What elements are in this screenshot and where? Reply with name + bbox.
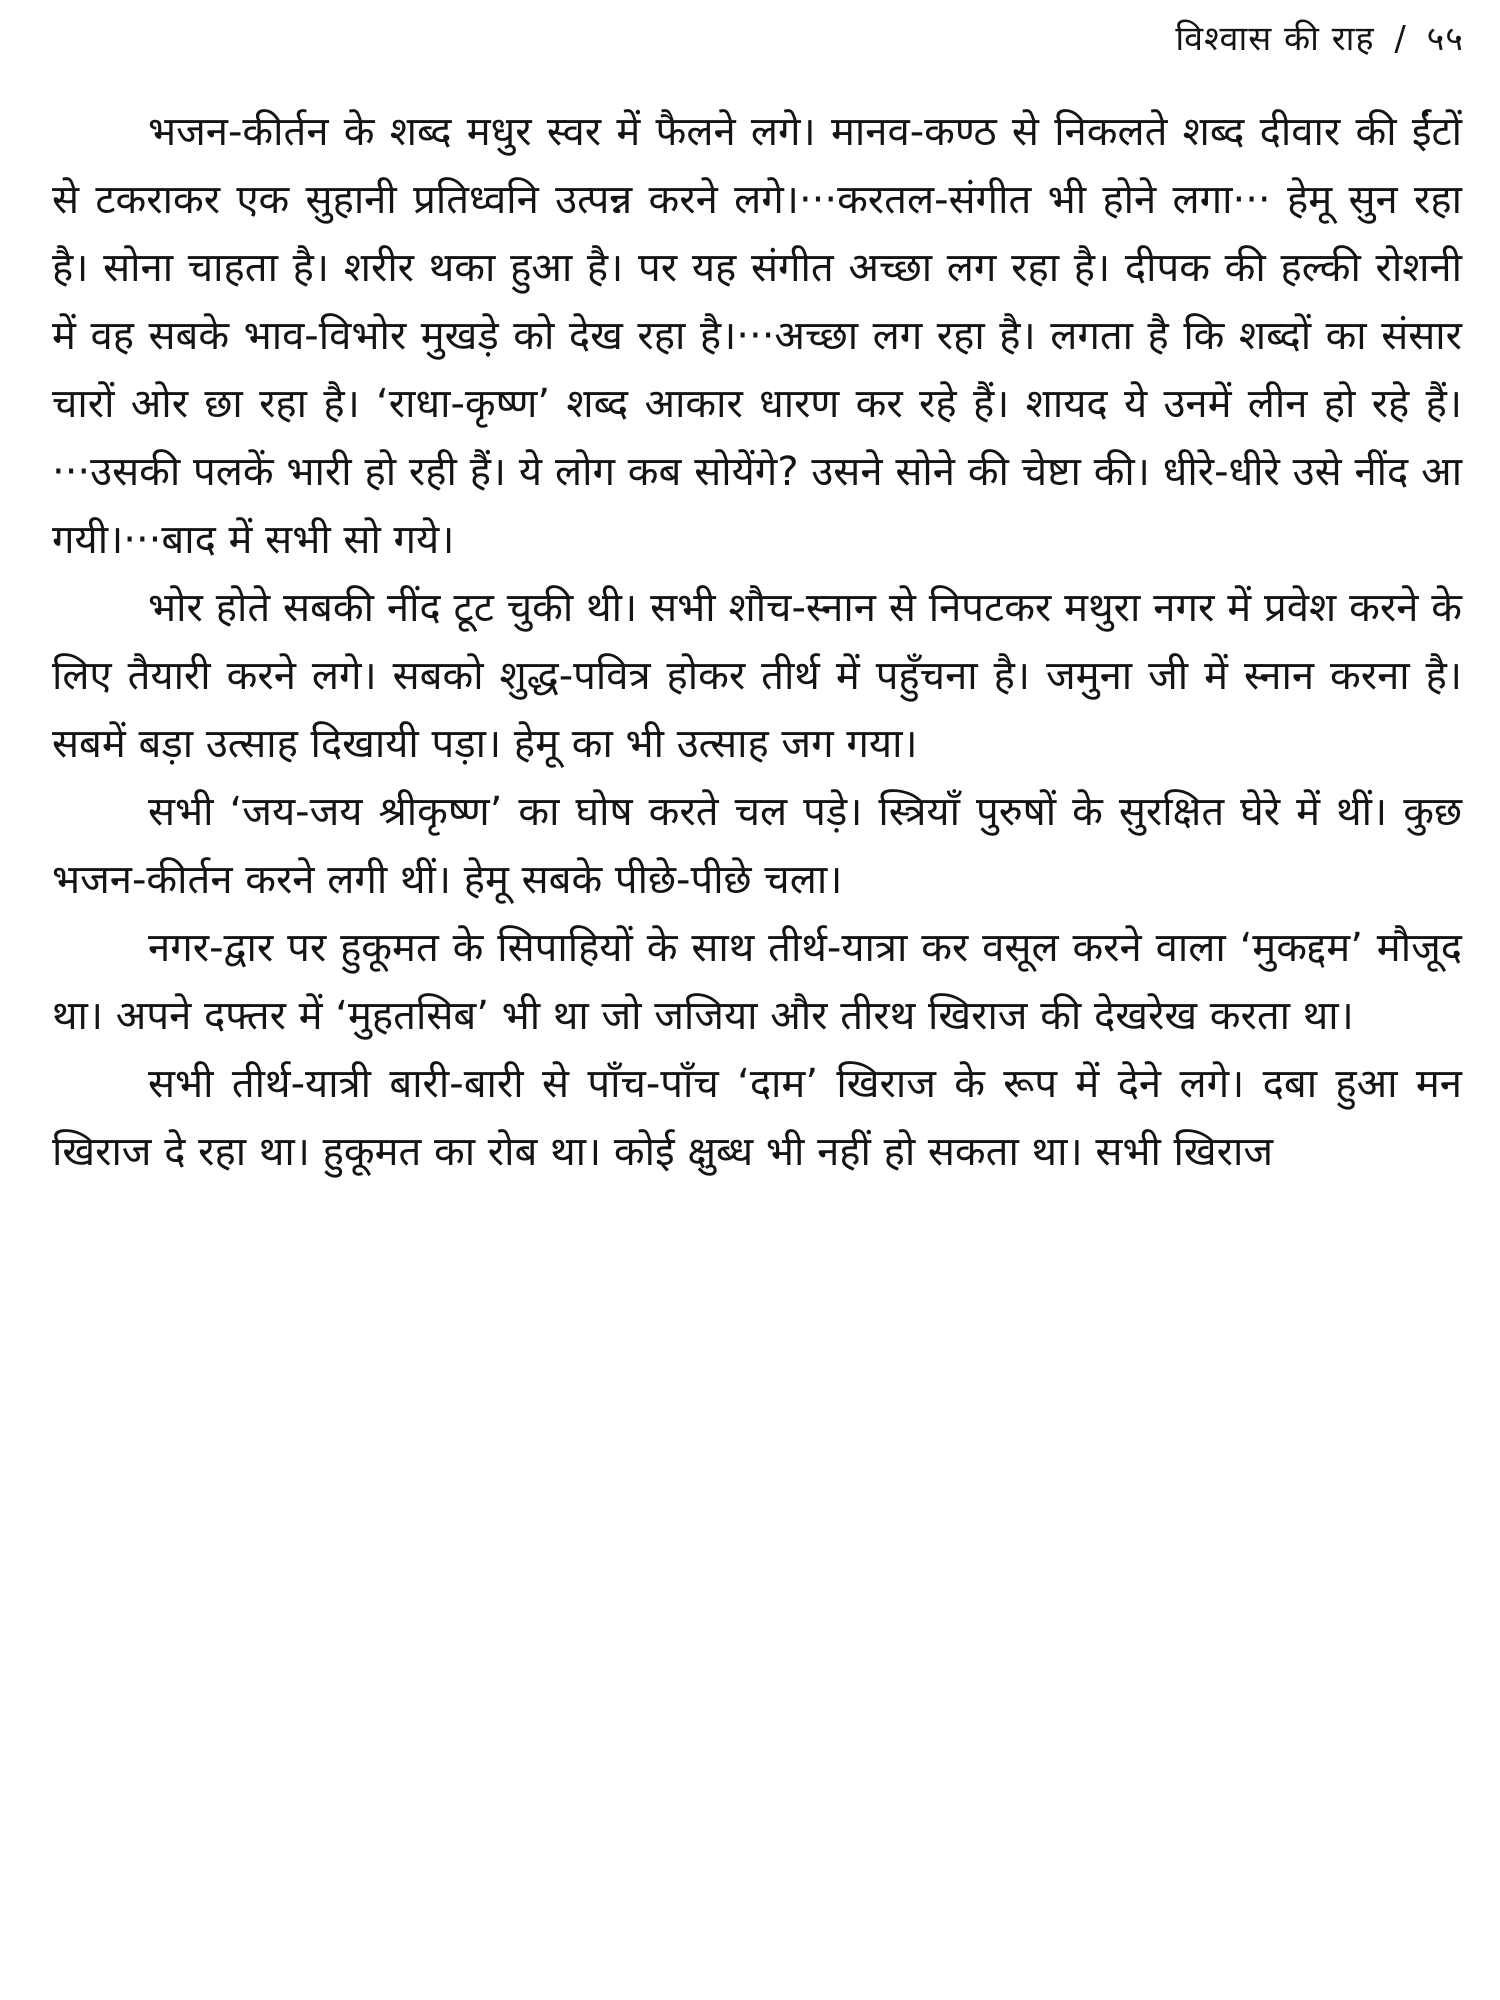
running-head: [1175, 14, 1464, 60]
paragraph: नगर-द्वार पर हुकूमत के सिपाहियों के साथ तीर्थ-यात्रा कर वसूल करने वाला ‘मुकद्दम’ मौजूद था। अपने दफ्तर में ‘मुहतसिब’ भी था जो जजिया और तीरथ खिराज की देखरेख करता था।: [52, 925, 1462, 1039]
book-title: विश्वास की राह: [1175, 19, 1375, 59]
body-text: [52, 98, 1462, 1186]
paragraph: भोर होते सबकी नींद टूट चुकी थी। सभी शौच-स्नान से निपटकर मथुरा नगर में प्रवेश करने के लिए तैयारी करने लगे। सबको शुद्ध-पवित्र होकर तीर्थ में पहुँचना है। जमुना जी में स्नान करना है। सबमें बड़ा उत्साह दिखायी पड़ा। हेमू का भी उत्साह जग गया।: [52, 585, 1462, 767]
paragraph: सभी ‘जय-जय श्रीकृष्ण’ का घोष करते चल पड़े। स्त्रियाँ पुरुषों के सुरक्षित घेरे में थीं। कुछ भजन-कीर्तन करने लगी थीं। हेमू सबके पीछे-पीछे चला।: [52, 789, 1462, 903]
paragraph: भजन-कीर्तन के शब्द मधुर स्वर में फैलने लगे। मानव-कण्ठ से निकलते शब्द दीवार की ईंटों से टकराकर एक सुहानी प्रतिध्वनि उत्पन्न करने लगे।···करतल-संगीत भी होने लगा··· हेमू सुन रहा है। सोना चाहता है। शरीर थका हुआ है। पर यह संगीत अच्छा लग रहा है। दीपक की हल्की रोशनी में वह सबके भाव-विभोर मुखड़े को देख रहा है।···अच्छा लग रहा है। लगता है कि शब्दों का संसार चारों ओर छा रहा है। ‘राधा-कृष्ण’ शब्द आकार धारण कर रहे हैं। शायद ये उनमें लीन हो रहे हैं।···उसकी पलकें भारी हो रही हैं। ये लोग कब सोयेंगे? उसने सोने की चेष्टा की। धीरे-धीरे उसे नींद आ गयी।···बाद में सभी सो गये।: [52, 109, 1462, 563]
header-separator: /: [1394, 19, 1407, 59]
page-number: ५५: [1426, 19, 1464, 59]
paragraph: सभी तीर्थ-यात्री बारी-बारी से पाँच-पाँच ‘दाम’ खिराज के रूप में देने लगे। दबा हुआ मन खिराज दे रहा था। हुकूमत का रोब था। कोई क्षुब्ध भी नहीं हो सकता था। सभी खिराज: [52, 1061, 1462, 1175]
